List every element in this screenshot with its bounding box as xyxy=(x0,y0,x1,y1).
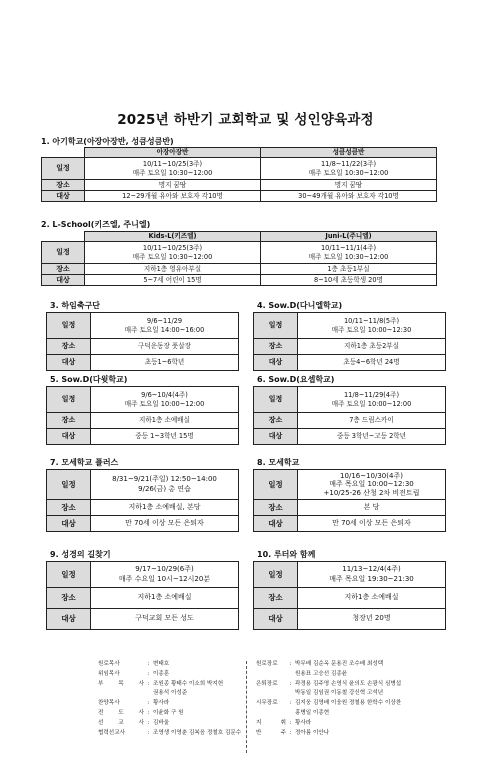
place-cell: 지하1층 소예배실 xyxy=(298,588,446,609)
schedule-cell: 11/13~12/4(4주) 매주 목요일 19:30~21:30 xyxy=(298,562,446,588)
target-cell: 만 70세 이상 모든 은퇴자 xyxy=(91,516,239,532)
staff-row: 홍병일 이종현 xyxy=(295,709,330,716)
target-label: 대상 xyxy=(254,355,298,371)
staff-row: 지 휘 : 황사라 xyxy=(256,719,312,726)
place-cell: 구덕운동장 풋살장 xyxy=(91,339,239,355)
place-label: 장소 xyxy=(42,180,85,191)
staff-row: 반 주 : 정아름 이안나 xyxy=(256,729,330,736)
schedule-label: 일정 xyxy=(42,158,85,180)
staff-row: 찬양목사 : 황사라 xyxy=(98,700,170,707)
target-cell: 중등 3학년~고등 2학년 xyxy=(298,429,446,445)
place-label: 장소 xyxy=(47,339,91,355)
schedule-cell: 9/6~11/29 매주 토요일 14:00~16:00 xyxy=(91,313,239,339)
schedule-label: 일정 xyxy=(254,313,298,339)
section-2-table xyxy=(41,231,437,286)
target-cell: 중등 1~3학년 15명 xyxy=(91,429,239,445)
column-header: Juni-L(주니엘) xyxy=(261,232,437,242)
section-6-heading: 6. Sow.D(요셉학교) xyxy=(257,375,335,384)
schedule-cell: 10/16~10/30(4주) 매주 목요일 10:00~12:30 +10/25-26 산청 2차 비전트립 xyxy=(298,470,446,500)
target-cell: 5~7세 어린이 15명 xyxy=(85,275,261,286)
section-3-heading: 3. 하임축구단 xyxy=(50,301,101,310)
target-label: 대상 xyxy=(42,191,85,202)
target-cell: 30~49개월 유아와 보호자 각10명 xyxy=(261,191,437,202)
staff-row: 선 교 사 : 김바울 xyxy=(98,719,170,726)
place-label: 장소 xyxy=(254,588,298,609)
staff-row: 원로장로 : 박무배 김순옥 문용진 조수배 최성택 xyxy=(256,661,384,667)
schedule-label: 일정 xyxy=(47,470,91,500)
column-header: 아장아장반 xyxy=(85,148,261,158)
section-3-table xyxy=(46,312,239,371)
place-label: 장소 xyxy=(42,264,85,275)
schedule-label: 일정 xyxy=(254,387,298,413)
schedule-cell: 11/8~11/22(3주) 매주 토요일 10:30~12:00 xyxy=(261,158,437,180)
place-label: 장소 xyxy=(47,588,91,609)
schedule-cell: 8/31~9/21(주일) 12:50~14:00 9/26(금) 총 연습 xyxy=(91,470,239,500)
place-label: 장소 xyxy=(47,413,91,429)
schedule-cell: 10/11~11/1(4주) 매주 토요일 10:30~12:00 xyxy=(261,242,437,264)
target-cell: 초등4~6학년 24명 xyxy=(298,355,446,371)
staff-row: 전 도 사 : 이윤화 구 원 xyxy=(98,709,184,716)
target-label: 대상 xyxy=(42,275,85,286)
place-label: 장소 xyxy=(47,500,91,516)
staff-row: 원용표 고승선 김종윤 xyxy=(295,670,348,677)
place-label: 장소 xyxy=(254,413,298,429)
section-9-heading: 9. 성경의 길찾기 xyxy=(50,550,111,559)
schedule-cell: 9/6~10/4(4주) 매주 토요일 10:00~12:00 xyxy=(91,387,239,413)
schedule-label: 일정 xyxy=(42,242,85,264)
target-label: 대상 xyxy=(47,355,91,371)
section-8-table xyxy=(253,469,446,532)
target-label: 대상 xyxy=(47,429,91,445)
target-label: 대상 xyxy=(47,609,91,630)
target-cell: 청장년 20명 xyxy=(298,609,446,630)
section-1-heading: 1. 아기학교(아장아장반, 성큼성큼반) xyxy=(41,137,174,146)
schedule-label: 일정 xyxy=(47,313,91,339)
staff-divider xyxy=(246,661,247,753)
section-6-table xyxy=(253,386,446,445)
staff-row: 위임목사 : 이종훈 xyxy=(98,670,170,677)
staff-row: 원로목사 : 변태호 xyxy=(98,661,170,667)
column-header: Kids-L(키즈엘) xyxy=(85,232,261,242)
staff-row: 은퇴장로 : 곽경용 김주영 손영식 윤의도 손광식 심병섭 xyxy=(256,680,402,687)
target-cell: 구덕교회 모든 성도 xyxy=(91,609,239,630)
target-cell: 8~10세 초등학생 20명 xyxy=(261,275,437,286)
schedule-cell: 10/11~10/25(3주) 매주 토요일 10:30~12:00 xyxy=(85,158,261,180)
schedule-label: 일정 xyxy=(47,562,91,588)
section-1-table xyxy=(41,147,437,202)
staff-list-left xyxy=(98,660,241,738)
schedule-label: 일정 xyxy=(254,562,298,588)
page-title: 2025년 하반기 교회학교 및 성인양육과정 xyxy=(117,112,374,128)
column-header: 성큼성큼반 xyxy=(261,148,437,158)
place-cell: 지하1층 소예배실 xyxy=(91,588,239,609)
schedule-label: 일정 xyxy=(254,470,298,500)
place-cell: 7층 드림스카이 xyxy=(298,413,446,429)
target-cell: 만 70세 이상 모든 은퇴자 xyxy=(298,516,446,532)
schedule-cell: 9/17~10/29(6주) 매주 수요일 10시~12시20분 xyxy=(91,562,239,588)
place-cell: 본 당 xyxy=(298,500,446,516)
target-label: 대상 xyxy=(254,516,298,532)
section-5-table xyxy=(46,386,239,445)
section-8-heading: 8. 모세학교 xyxy=(257,458,300,467)
staff-list-right xyxy=(256,660,401,738)
place-cell: 지하1층 초등2부실 xyxy=(298,339,446,355)
target-cell: 초등1~6학년 xyxy=(91,355,239,371)
staff-row: 박동일 김임권 이동철 강신혁 고석년 xyxy=(295,690,384,697)
place-cell: 명지 꿈땅 xyxy=(85,180,261,191)
schedule-cell: 10/11~11/8(5주) 매주 토요일 10:00~12:30 xyxy=(298,313,446,339)
section-9-table xyxy=(46,561,239,630)
place-cell: 명지 꿈땅 xyxy=(261,180,437,191)
target-cell: 12~29개월 유아와 보호자 각10명 xyxy=(85,191,261,202)
target-label: 대상 xyxy=(254,609,298,630)
staff-row: 부 목 사 : 조원종 황태수 이소희 박지헌 xyxy=(98,680,224,687)
section-5-heading: 5. Sow.D(다윗학교) xyxy=(50,375,128,384)
place-cell: 지하1층 영유아부실 xyxy=(85,264,261,275)
place-cell: 지하1층 소예배실, 본당 xyxy=(91,500,239,516)
target-label: 대상 xyxy=(254,429,298,445)
place-label: 장소 xyxy=(254,339,298,355)
section-4-table xyxy=(253,312,446,371)
schedule-cell: 10/11~10/25(3주) 매주 토요일 10:30~12:00 xyxy=(85,242,261,264)
staff-row: 협력선교사 : 조영생 이영춘 김복음 정철호 김문수 xyxy=(98,729,242,736)
section-4-heading: 4. Sow.D(다니엘학교) xyxy=(257,301,343,310)
place-cell: 1층 초등1부실 xyxy=(261,264,437,275)
section-2-heading: 2. L-School(키즈엘, 주니엘) xyxy=(41,220,151,229)
schedule-label: 일정 xyxy=(47,387,91,413)
place-cell: 지하1층 소예배실 xyxy=(91,413,239,429)
section-7-table xyxy=(46,469,239,532)
staff-row: 시무장로 : 김지웅 김영배 이웅원 정철용 한학수 이상찬 xyxy=(256,700,402,707)
place-label: 장소 xyxy=(254,500,298,516)
section-7-heading: 7. 모세학교 플러스 xyxy=(50,458,119,467)
staff-row: 권용석 이성준 xyxy=(153,690,188,697)
schedule-cell: 11/8~11/29(4주) 매주 토요일 10:00~12:00 xyxy=(298,387,446,413)
section-10-heading: 10. 루터와 함께 xyxy=(257,550,316,559)
target-label: 대상 xyxy=(47,516,91,532)
section-10-table xyxy=(253,561,446,630)
